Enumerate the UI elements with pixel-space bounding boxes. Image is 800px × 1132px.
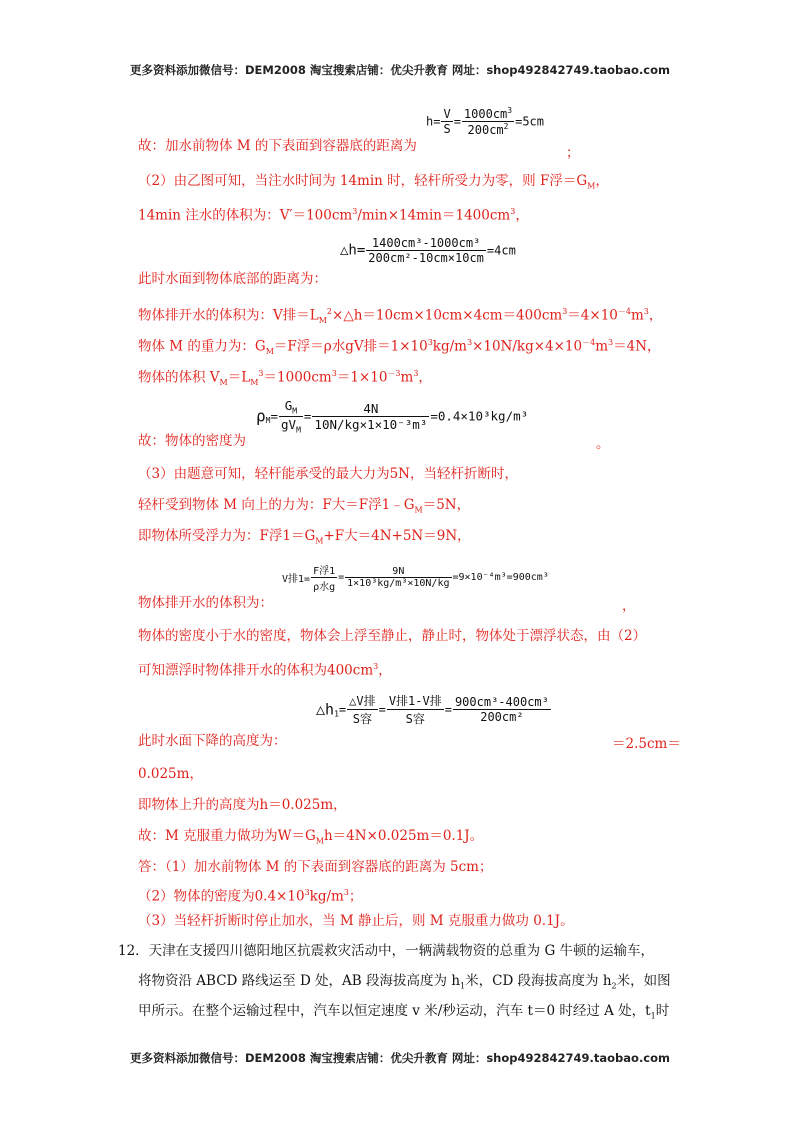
line-10: 轻杆受到物体 M 向上的力为：F大＝F浮$1﹣G_M=5N$， — [138, 497, 471, 515]
problem-12-line-3: 甲所示。在整个运输过程中，汽车以恒定速度 v 米/秒运动，汽车 t＝0 时经过 A 处，$t_1$时 — [138, 1003, 670, 1021]
formula-delta-h1: $\triangle h_1=$ $\frac{\text{△V排}}{\text{S容}}$ = $\frac{\text{V排1-V排}}{\text{S容}}$ = $\frac{\text{900cm³-400cm³}}{\text{200cm²}}$ — [316, 694, 549, 726]
comma-1: ， — [622, 598, 636, 614]
line-16: 0.025m， — [138, 766, 203, 782]
line-20: （2）物体的密度为$0.4\times 10^3kg/m^3$； — [138, 888, 363, 905]
line-18: 故：M 克服重力做功为$W=G_Mh=4N\times 0.025m=0.1J$。 — [138, 828, 484, 846]
line-1: 故：加水前物体 M 的下表面到容器底的距离为 — [138, 138, 417, 154]
page-header: 更多资料添加微信号：DEM2008 淘宝搜索店铺：优尖升教育 网址：shop492842749.taobao.com — [129, 63, 671, 77]
semicolon-1: ； — [566, 145, 580, 161]
line-3: 14min 注水的体积为：$V'=100cm^3/\min\times 14\min=1400cm^3$， — [138, 207, 529, 224]
line-5: 物体排开水的体积为：V排$=L_M^2\times\triangle h=10cm\times 10cm\times 4cm=400cm^3=4\times 10^{-4}m^3$， — [138, 307, 663, 326]
line-7: 物体的体积 $V_M=L_M^3=1000cm^3=1\times 10^{-3}m^3$， — [138, 369, 432, 388]
line-8: 故：物体的密度为 — [138, 433, 246, 449]
line-14: 可知漂浮时物体排开水的体积为$400cm^3$， — [138, 662, 392, 679]
line-6: 物体 M 的重力为：$G_M=F$浮＝ρ水gV排$=1\times 10^3kg/m^3\times 10N/kg\times 4\times 10^{-4}m^3=4N$， — [138, 338, 661, 357]
line-21: （3）当轻杆折断时停止加水，当 M 静止后，则 M 克服重力做功 0.1J。 — [138, 913, 574, 929]
result-2-5cm: ＝2.5cm＝ — [612, 736, 681, 752]
line-17: 即物体上升的高度为h＝0.025m， — [138, 797, 347, 813]
formula-delta-h: △h= $\frac{\text{1400cm³-1000cm³}}{\text{200cm²-10cm×10cm}}$ =4cm — [340, 236, 516, 265]
line-11: 即物体所受浮力为：F浮$1=G_M+F$大＝4N+5N＝9N， — [138, 528, 471, 546]
line-4: 此时水面到物体底部的距离为： — [138, 271, 327, 287]
line-12: 物体排开水的体积为： — [138, 595, 273, 611]
line-9: （3）由题意可知，轻杆能承受的最大力为5N，当轻杆折断时， — [138, 466, 518, 482]
line-19: 答：（1）加水前物体 M 的下表面到容器底的距离为 5cm； — [138, 859, 493, 875]
period-1: 。 — [596, 436, 610, 452]
line-2: （2）由乙图可知，当注水时间为 14min 时，轻杆所受力为零，则 F浮$=G_M$， — [138, 173, 609, 191]
formula-height: h= $\frac{V}{S}$ = $\frac{1000cm^3}{200cm^2}$ =5cm — [426, 106, 545, 137]
problem-12-line-2: 将物资沿 ABCD 路线运至 D 处，AB 段海拔高度为 $h_1$米，CD 段海拔高度为 $h_2$米，如图 — [138, 973, 671, 991]
line-13: 物体的密度小于水的密度，物体会上浮至静止，静止时，物体处于漂浮状态，由（2） — [138, 628, 647, 644]
line-15: 此时水面下降的高度为： — [138, 733, 287, 749]
formula-displaced-volume: V排1= $\frac{\text{F浮1}}{\text{ρ水g}}$ = $\frac{9N}{\text{1×10³kg/m³×10N/kg}}$ =9×10⁻⁴m³=900cm³ — [282, 562, 549, 593]
formula-density: $\rho_M=$ $\frac{G_M}{gV_M}$ = $\frac{4N}{\text{10N/kg×1×10⁻³m³}}$ =0.4×10³kg/m³ — [256, 398, 529, 434]
problem-12-line-1: 12．天津在支援四川德阳地区抗震救灾活动中，一辆满载物资的总重为 G 牛顿的运输车， — [118, 943, 655, 959]
page-footer: 更多资料添加微信号：DEM2008 淘宝搜索店铺：优尖升教育 网址：shop492842749.taobao.com — [129, 1051, 671, 1065]
